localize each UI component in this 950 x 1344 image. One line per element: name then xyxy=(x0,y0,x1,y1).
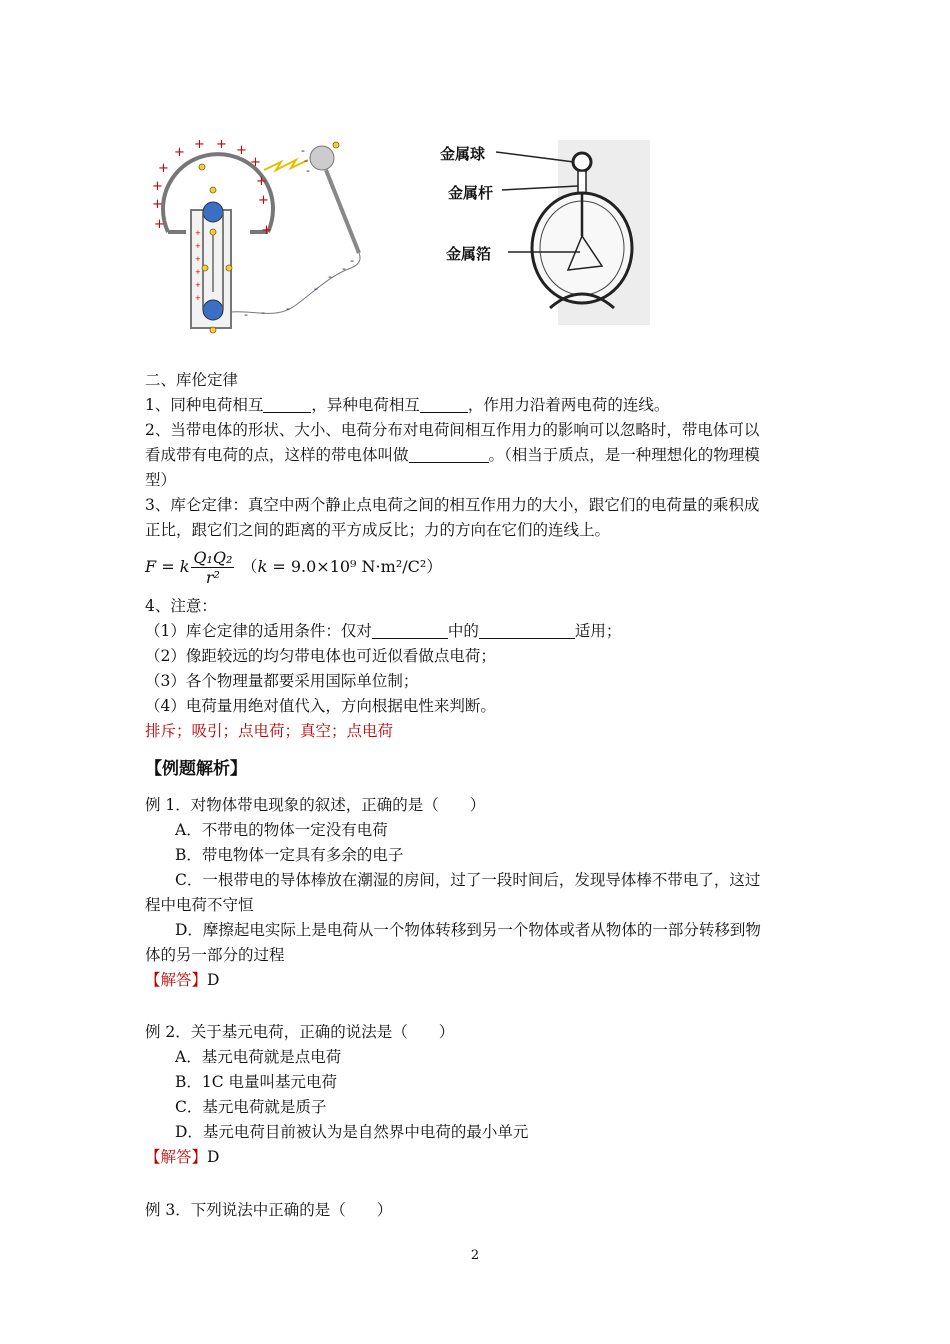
ex2-option-b: B．1C 电量叫基元电荷 xyxy=(175,1073,338,1091)
note-2: （2）像距较远的均匀带电体也可近似看做点电荷； xyxy=(145,647,496,665)
svg-text:+: + xyxy=(195,268,201,276)
svg-text:-: - xyxy=(350,254,354,267)
svg-text:-: - xyxy=(306,164,310,177)
svg-text:+: + xyxy=(154,217,165,232)
ex1-option-c-line-2: 程中电荷不守恒 xyxy=(145,896,254,914)
svg-text:+: + xyxy=(174,145,185,160)
ex3-question: 例 3．下列说法中正确的是（ ） xyxy=(145,1201,393,1219)
svg-text:-: - xyxy=(286,302,290,315)
svg-text:+: + xyxy=(194,140,205,152)
label-metal-ball: 金属球 xyxy=(440,145,486,163)
item-2-line-2: 看成带有电荷的点，这样的带电体叫做 。（相当于质点，是一种理想化的物理模 xyxy=(145,446,760,464)
fraction: $\frac{\text{Q₁Q₂}}{\text{r²}}$ xyxy=(193,548,233,587)
label-metal-foil: 金属箔 xyxy=(446,245,492,263)
svg-text:+: + xyxy=(195,294,201,302)
electroscope-drawing xyxy=(440,140,650,325)
svg-text:+: + xyxy=(195,229,201,237)
svg-text:-: - xyxy=(342,262,346,275)
ex1-option-c-line-1: C．一根带电的导体棒放在潮湿的房间，过了一段时间后，发现导体棒不带电了，这过 xyxy=(175,871,761,889)
note-1: （1）库仑定律的适用条件：仅对 中的 适用； xyxy=(145,622,622,640)
ex2-answer: 【解答】D xyxy=(145,1148,220,1166)
svg-text:+: + xyxy=(236,143,247,158)
svg-text:+: + xyxy=(216,140,227,152)
ex1-option-b: B．带电物体一定具有多余的电子 xyxy=(175,846,404,864)
ex2-option-a: A．基元电荷就是点电荷 xyxy=(175,1048,342,1066)
label-metal-rod: 金属杆 xyxy=(448,184,494,202)
svg-text:-: - xyxy=(314,282,318,295)
page-number: 2 xyxy=(470,1248,480,1263)
item-2-line-3: 型） xyxy=(145,471,177,489)
svg-text:+: + xyxy=(195,281,201,289)
item-3-line-1: 3、库仑定律：真空中两个静止点电荷之间的相互作用力的大小，跟它们的电荷量的乘积成 xyxy=(145,496,760,514)
blank xyxy=(263,395,311,413)
ex1-option-a: A．不带电的物体一定没有电荷 xyxy=(175,821,388,839)
svg-text:-: - xyxy=(261,306,265,319)
ex1-option-d-line-2: 体的另一部分的过程 xyxy=(145,946,285,964)
section-title: 二、库伦定律 xyxy=(145,371,239,389)
coulomb-formula: F = k $\frac{\text{Q₁Q₂}}{\text{r²}}$ （k = 9.0×10⁹ N·m²/C²） xyxy=(145,548,443,587)
examples-heading: 【例题解析】 xyxy=(145,759,247,779)
svg-text:+: + xyxy=(158,161,169,176)
svg-text:+: + xyxy=(261,223,272,238)
ex1-question: 例 1．对物体带电现象的叙述，正确的是（ ） xyxy=(145,796,486,814)
ex2-option-c: C．基元电荷就是质子 xyxy=(175,1098,327,1116)
svg-text:-: - xyxy=(244,308,248,321)
van-de-graaff-figure xyxy=(146,140,371,340)
note-4: （4）电荷量用绝对值代入，方向根据电性来判断。 xyxy=(145,697,496,715)
ex1-answer: 【解答】D xyxy=(145,971,220,989)
electroscope-figure xyxy=(440,140,650,325)
svg-text:+: + xyxy=(256,174,267,189)
item-4: 4、注意： xyxy=(145,597,217,615)
svg-text:+: + xyxy=(258,193,269,208)
blank xyxy=(479,621,575,639)
note-3: （3）各个物理量都要采用国际单位制； xyxy=(145,672,419,690)
item-2-line-1: 2、当带电体的形状、大小、电荷分布对电荷间相互作用力的影响可以忽略时，带电体可以 xyxy=(145,421,760,439)
ex2-question: 例 2．关于基元电荷，正确的说法是（ ） xyxy=(145,1023,455,1041)
answers-text: 排斥；吸引；点电荷；真空；点电荷 xyxy=(145,722,394,740)
svg-text:+: + xyxy=(195,255,201,263)
blank xyxy=(409,445,489,463)
svg-text:+: + xyxy=(152,179,163,194)
ex2-option-d: D．基元电荷目前被认为是自然界中电荷的最小单元 xyxy=(175,1123,529,1141)
svg-text:+: + xyxy=(250,155,261,170)
blank xyxy=(420,395,468,413)
blank xyxy=(372,621,448,639)
svg-text:+: + xyxy=(152,197,163,212)
item-1: 1、同种电荷相互 ，异种电荷相互 ，作用力沿着两电荷的连线。 xyxy=(145,396,670,414)
svg-text:+: + xyxy=(195,242,201,250)
svg-text:-: - xyxy=(301,144,305,157)
svg-text:-: - xyxy=(304,154,308,167)
ex1-option-d-line-1: D．摩擦起电实际上是电荷从一个物体转移到另一个物体或者从物体的一部分转移到物 xyxy=(175,921,761,939)
item-3-line-2: 正比，跟它们之间的距离的平方成反比；力的方向在它们的连线上。 xyxy=(145,521,611,539)
svg-text:-: - xyxy=(328,270,332,283)
